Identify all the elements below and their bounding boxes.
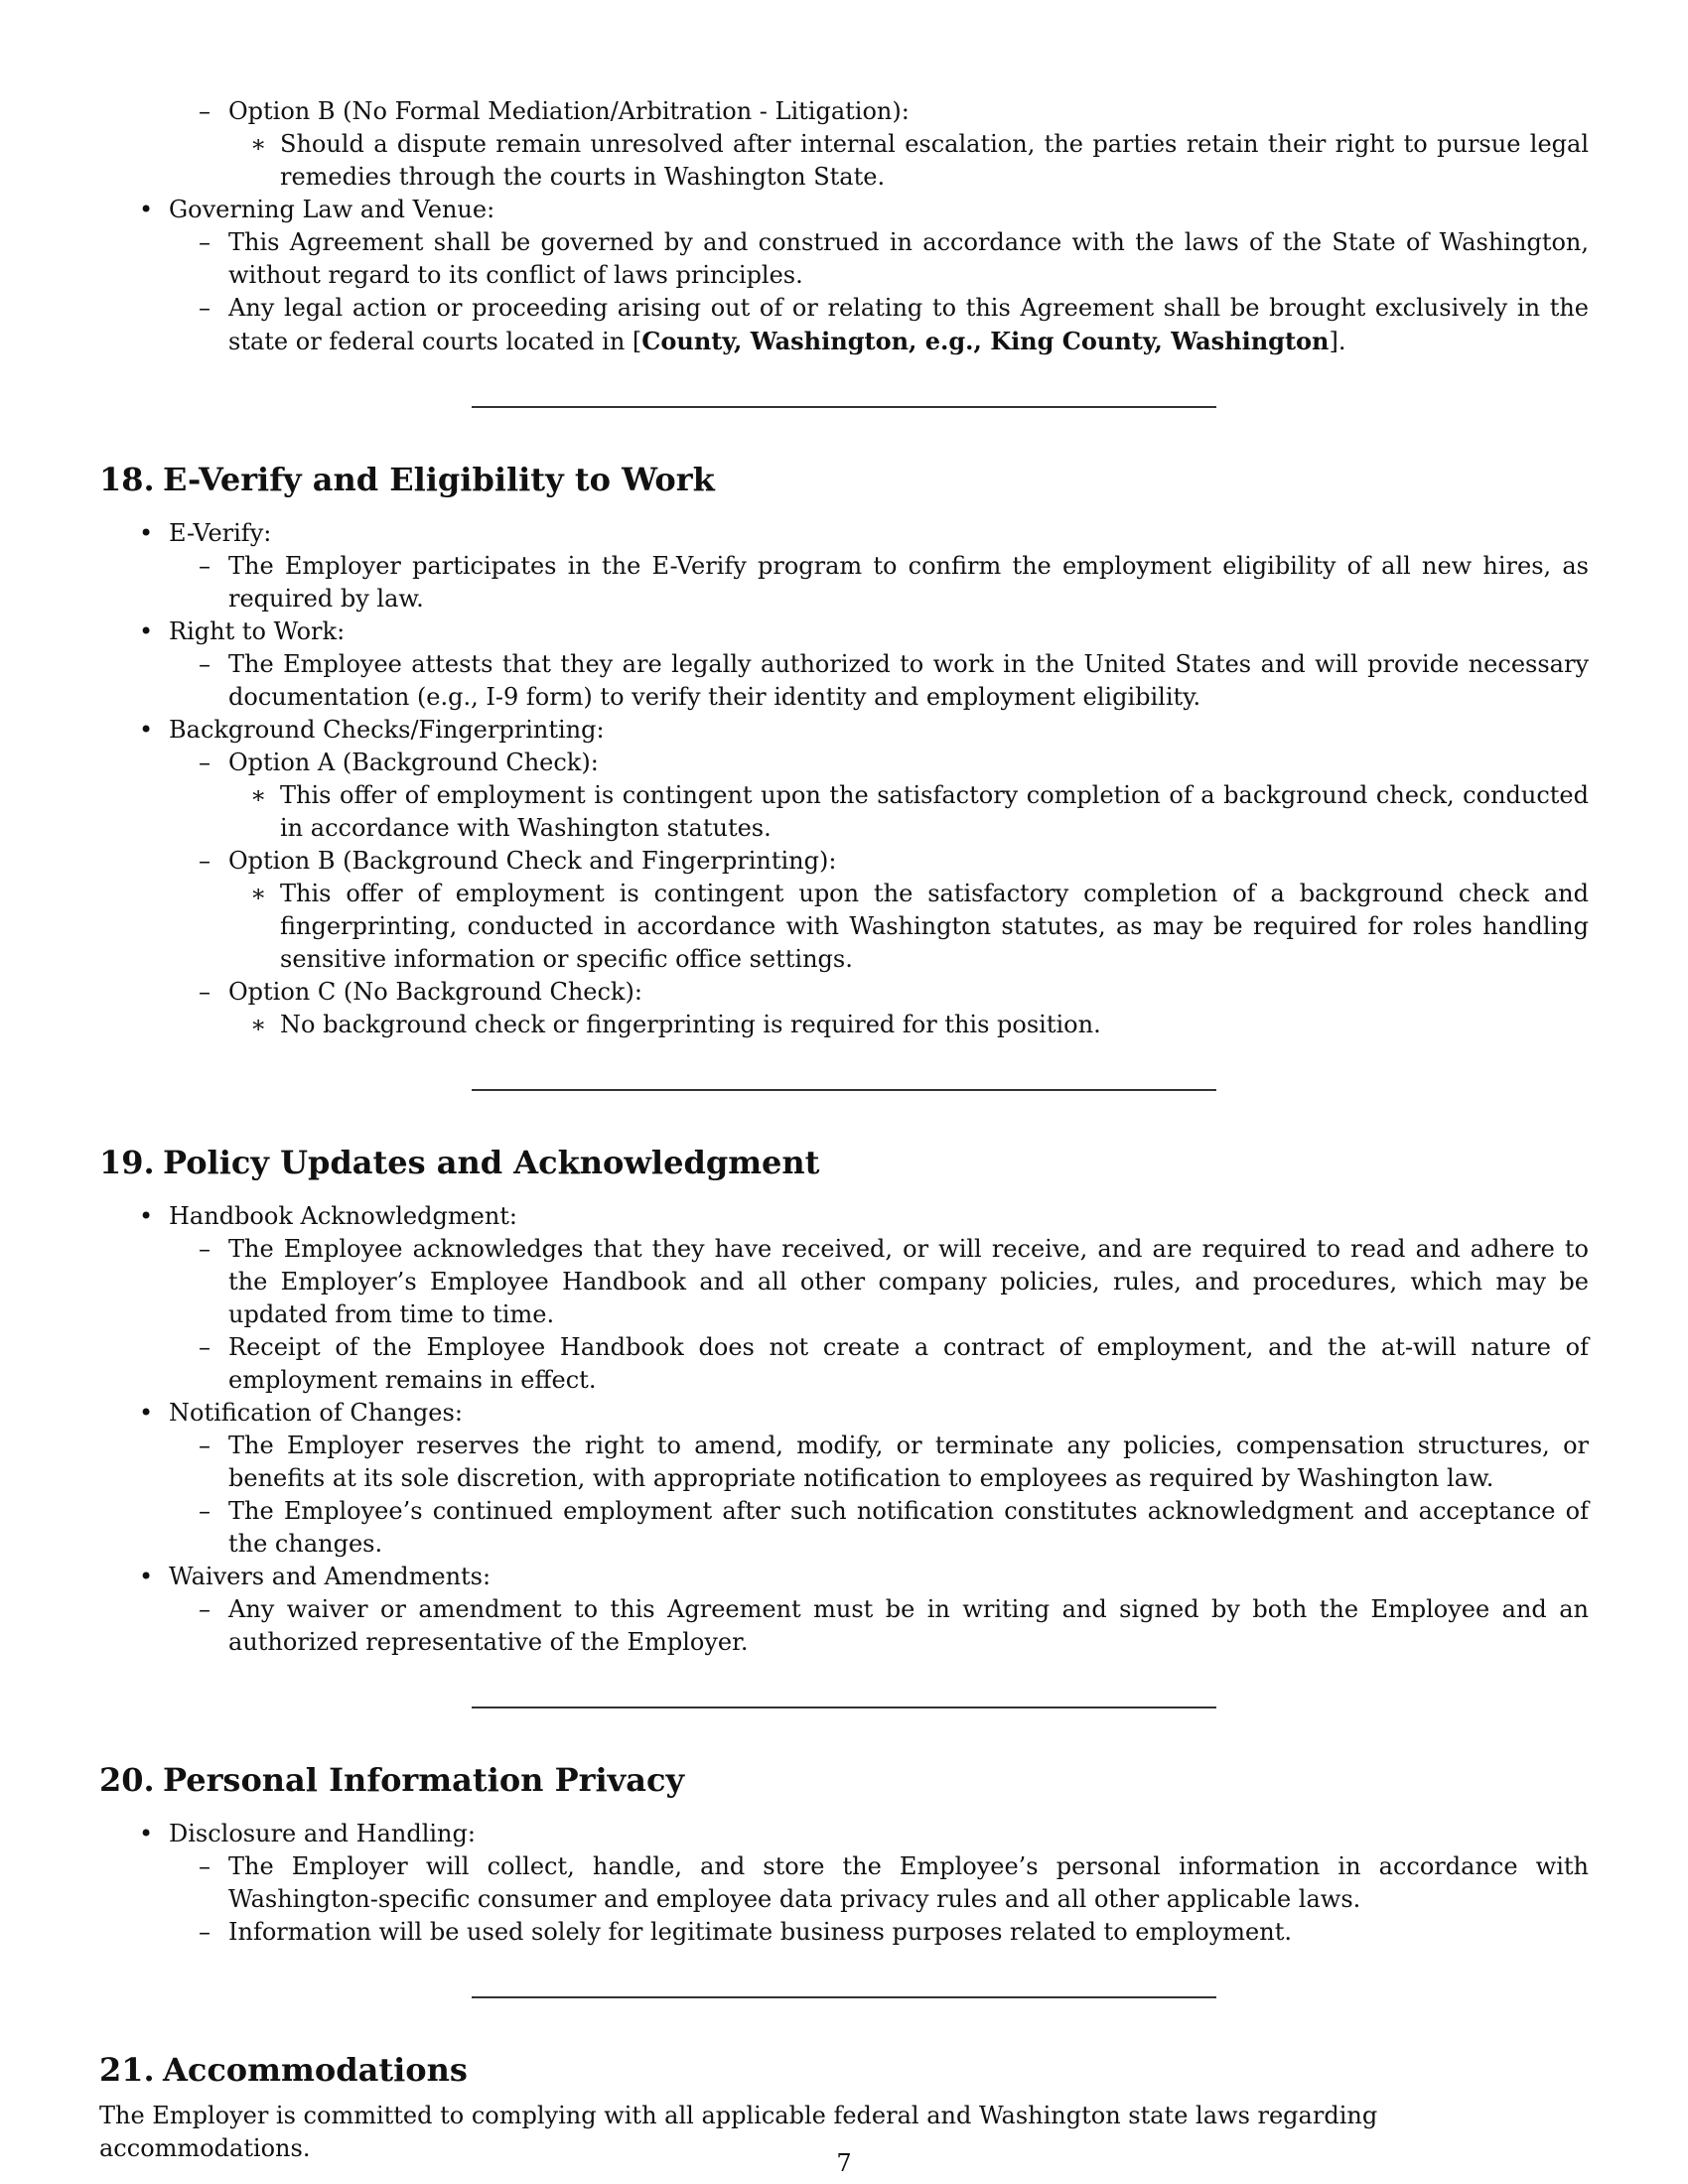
paragraph: The Employer is committed to complying with all applicable federal and Washington state laws regarding accommodations. bbox=[99, 2102, 1378, 2162]
list-item: – Option C (No Background Check): bbox=[199, 978, 642, 1006]
list-item: • Disclosure and Handling: bbox=[139, 1820, 476, 1847]
list-item: • Governing Law and Venue: bbox=[139, 196, 495, 223]
section-heading-21: 21. Accommodations bbox=[99, 2051, 468, 2089]
list-item: – The Employer participates in the E-Verify program to confirm the employment eligibility of all new hires, as required by law. bbox=[199, 552, 1589, 613]
list-item: ∗ Should a dispute remain unresolved after internal escalation, the parties retain their right to pursue legal remedies through the courts in Washington State. bbox=[250, 130, 1589, 191]
list-item: – Information will be used solely for legitimate business purposes related to employment. bbox=[199, 1918, 1292, 1946]
section-heading-18: 18. E-Verify and Eligibility to Work bbox=[99, 461, 715, 498]
list-item: – The Employer reserves the right to amend, modify, or terminate any policies, compensation structures, or benefits at its sole discretion, with appropriate notification to employees as required by Washington law. bbox=[199, 1432, 1589, 1492]
list-item: – The Employee acknowledges that they have received, or will receive, and are required to read and adhere to the Employer’s Employee Handbook and all other company policies, rules, and procedures, which may be updated from time to time. bbox=[199, 1235, 1589, 1328]
list-item: • E-Verify: bbox=[139, 519, 272, 547]
list-item: – Any legal action or proceeding arising out of or relating to this Agreement shall be brought exclusively in the state or federal courts located in [County, Washington, e.g., King County, Washington]. bbox=[199, 294, 1589, 355]
list-item: – The Employer will collect, handle, and store the Employee’s personal information in accordance with Washington-specific consumer and employee data privacy rules and all other applicable laws. bbox=[199, 1852, 1589, 1913]
list-item: • Waivers and Amendments: bbox=[139, 1563, 492, 1590]
list-item: • Notification of Changes: bbox=[139, 1399, 463, 1427]
list-item: – This Agreement shall be governed by and construed in accordance with the laws of the State of Washington, without regard to its conflict of laws principles. bbox=[199, 228, 1589, 289]
list-item: • Background Checks/Fingerprinting: bbox=[139, 716, 605, 744]
section-divider bbox=[99, 1041, 1589, 1141]
section-divider bbox=[99, 1949, 1589, 2048]
list-item: ∗ This offer of employment is contingent upon the satisfactory completion of a background check, conducted in accordance with Washington statutes. bbox=[250, 781, 1589, 842]
list-item: – Option B (No Formal Mediation/Arbitration - Litigation): bbox=[199, 97, 910, 125]
list-item: ∗ This offer of employment is contingent upon the satisfactory completion of a background check and fingerprinting, conducted in accordance with Washington statutes, as may be required for roles handling sensitive information or specific office settings. bbox=[250, 880, 1589, 973]
placeholder-county: County, Washington, e.g., King County, Washington bbox=[641, 327, 1330, 355]
list-item: – The Employee’s continued employment after such notification constitutes acknowledgment and acceptance of the changes. bbox=[199, 1497, 1589, 1558]
document-page bbox=[99, 95, 1589, 2165]
list-item: – Any waiver or amendment to this Agreement must be in writing and signed by both the Employee and an authorized representative of the Employer. bbox=[199, 1595, 1589, 1656]
section-divider bbox=[99, 1659, 1589, 1758]
list-item: – The Employee attests that they are legally authorized to work in the United States and will provide necessary documentation (e.g., I-9 form) to verify their identity and employment eligibility. bbox=[199, 650, 1589, 711]
list-item: – Option B (Background Check and Fingerprinting): bbox=[199, 847, 837, 875]
list-item: – Receipt of the Employee Handbook does not create a contract of employment, and the at-will nature of employment remains in effect. bbox=[199, 1333, 1589, 1394]
page-number: 7 bbox=[836, 2149, 852, 2177]
section-divider bbox=[99, 358, 1589, 458]
section-heading-20: 20. Personal Information Privacy bbox=[99, 1761, 685, 1799]
section-heading-19: 19. Policy Updates and Acknowledgment bbox=[99, 1144, 820, 1181]
list-item: • Right to Work: bbox=[139, 617, 346, 645]
list-item: ∗ No background check or fingerprinting is required for this position. bbox=[250, 1011, 1101, 1038]
list-item: – Option A (Background Check): bbox=[199, 749, 599, 776]
list-item: • Handbook Acknowledgment: bbox=[139, 1202, 518, 1230]
